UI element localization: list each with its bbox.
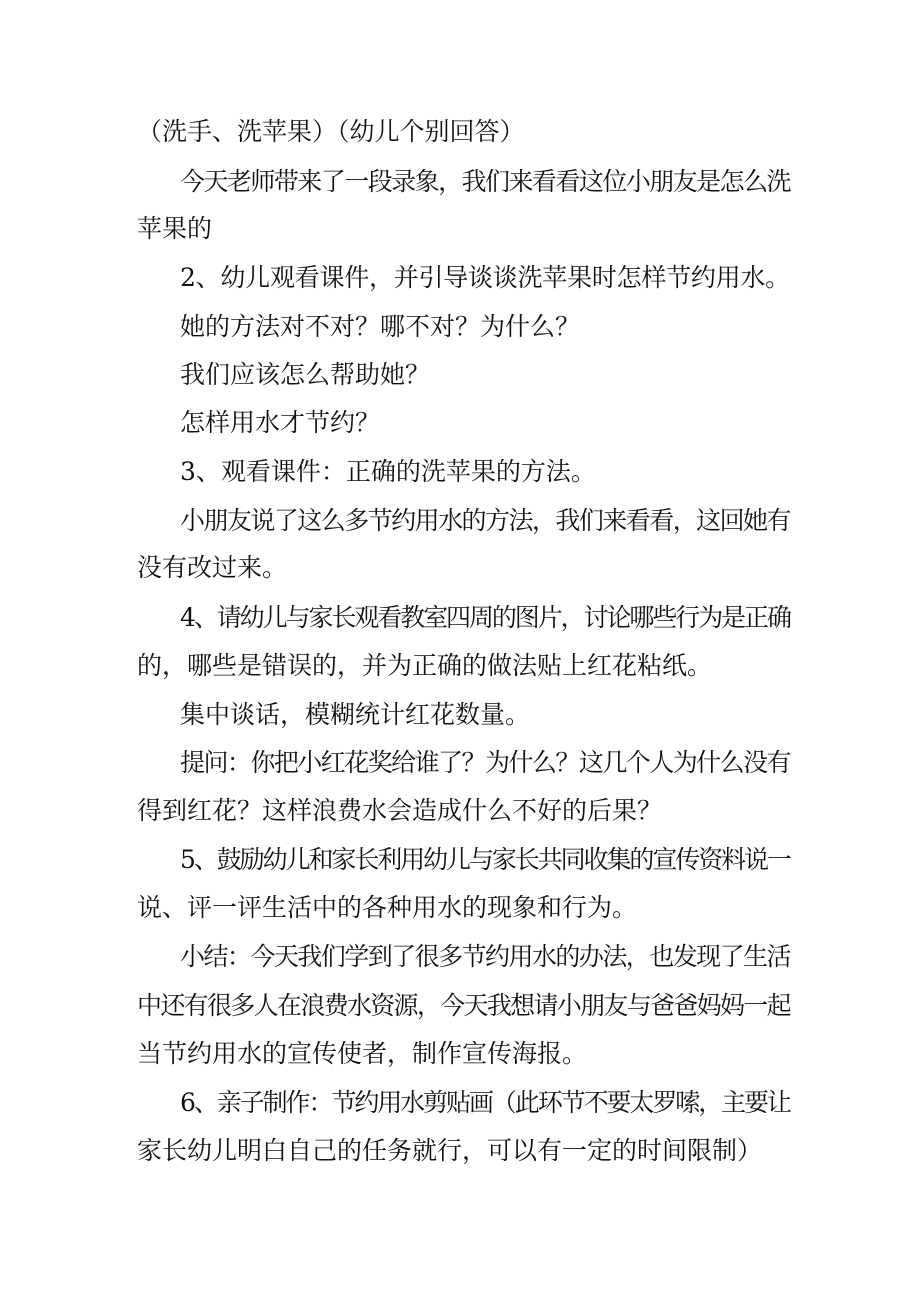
paragraph-line: 今天老师带来了一段录象，我们来看看这位小朋友是怎么洗 [180, 167, 791, 196]
paragraph-line: 的，哪些是错误的，并为正确的做法贴上红花粘纸。 [137, 651, 713, 680]
question-line: 得到红花？这样浪费水会造成什么不好的后果？ [137, 796, 663, 825]
step-heading-line: 6、亲子制作：节约用水剪贴画（此环节不要太罗嗦，主要让 [180, 1088, 790, 1117]
paragraph-line: 家长幼儿明白自己的任务就行，可以有一定的时间限制） [137, 1136, 763, 1165]
text-line: （洗手、洗苹果）（幼儿个别回答） [137, 117, 525, 146]
paragraph-line: 没有改过来。 [137, 553, 288, 582]
question-line: 怎样用水才节约？ [180, 408, 381, 437]
step-heading-line: 5、鼓励幼儿和家长利用幼儿与家长共同收集的宣传资料说一 [180, 845, 790, 874]
paragraph-line: 说、评一评生活中的各种用水的现象和行为。 [137, 893, 638, 922]
summary-line: 当节约用水的宣传使者，制作宣传海报。 [137, 1039, 588, 1068]
question-line: 我们应该怎么帮助她？ [180, 360, 431, 389]
paragraph-line: 小朋友说了这么多节约用水的方法，我们来看看，这回她有 [180, 506, 791, 535]
step-heading-line: 3、观看课件：正确的洗苹果的方法。 [180, 457, 596, 486]
question-line: 她的方法对不对？哪不对？为什么？ [180, 312, 581, 341]
paragraph-line: 苹果的 [137, 214, 213, 243]
paragraph-line: 集中谈话，模糊统计红花数量。 [180, 700, 531, 729]
summary-line: 中还有很多人在浪费水资源，今天我想请小朋友与爸爸妈妈一起 [137, 991, 790, 1020]
step-heading-line: 2、幼儿观看课件，并引导谈谈洗苹果时怎样节约用水。 [180, 263, 790, 292]
step-heading-line: 4、请幼儿与家长观看教室四周的图片，讨论哪些行为是正确 [180, 603, 790, 632]
question-line: 提问：你把小红花奖给谁了？为什么？这几个人为什么没有 [180, 748, 791, 777]
summary-line: 小结：今天我们学到了很多节约用水的办法，也发现了生活 [180, 942, 791, 971]
